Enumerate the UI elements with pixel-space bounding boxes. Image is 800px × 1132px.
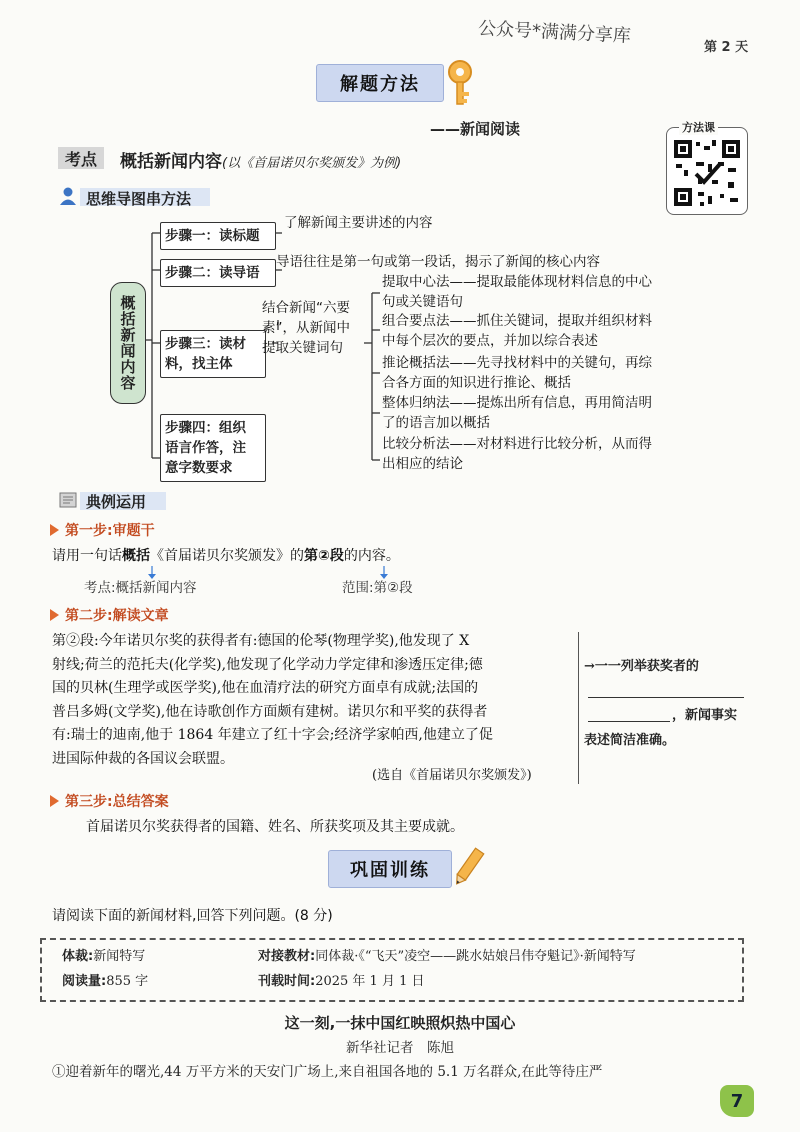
side-note-line3: 表述简洁准确。 — [584, 733, 676, 748]
info-genre — [62, 945, 145, 964]
step1-label: 步骤一：读标题 — [165, 228, 260, 244]
method-induction — [382, 393, 652, 433]
tag-range: 范围:第②段 — [342, 580, 413, 596]
news-byline: 新华社记者 陈旭 — [346, 1040, 454, 1056]
step-3-heading — [50, 791, 169, 811]
method-inference — [382, 353, 652, 393]
kaodian-tag: 考点 — [58, 147, 104, 169]
step3-label-line2: 料，找主体 — [165, 356, 233, 372]
info-read-key: 阅读量: — [62, 974, 107, 989]
method-comparison — [382, 434, 652, 474]
step3-box — [160, 330, 266, 378]
method-5-line2: 出相应的结论 — [382, 456, 463, 472]
watermark-text: 公众号*满满分享库 — [477, 18, 632, 47]
info-date — [258, 970, 425, 989]
info-genre-key: 体裁: — [62, 949, 94, 964]
passage-line: 国的贝林(生理学或医学奖),他在血清疗法的研究方面卓有成就;法国的 — [52, 680, 479, 696]
passage-line: 有:瑞士的迪南,他于 1864 年建立了红十字会;经济学家帕西,他建立了促 — [52, 727, 493, 743]
page-number: 7 — [720, 1085, 754, 1117]
info-link — [258, 945, 636, 964]
step4-line1: 步骤四：组织 — [165, 420, 246, 436]
step4-box — [160, 414, 266, 482]
method-4-line1: 整体归纳法——提炼出所有信息，再用简洁明 — [382, 395, 652, 411]
method-banner-title: 解题方法 — [340, 74, 420, 95]
practice-banner — [328, 850, 452, 888]
step4-line2: 语言作答，注 — [165, 440, 246, 456]
passage-line: 第②段:今年诺贝尔奖的获得者有:德国的伦琴(物理学奖),他发现了 X — [52, 633, 470, 649]
info-link-value: 同体裁·《“飞天”凌空——跳水姑娘吕伟夺魁记》·新闻特写 — [315, 949, 636, 964]
triangle-icon — [50, 609, 59, 621]
info-link-key: 对接教材: — [258, 949, 316, 964]
step-2-heading — [50, 605, 169, 625]
passage-line: 射线;荷兰的范托夫(化学奖),他发现了化学动力学定律和渗透压定律;德 — [52, 656, 483, 673]
step3-label-line1: 步骤三：读材 — [165, 336, 246, 352]
method-3-line2: 合各方面的知识进行推论、概括 — [382, 375, 571, 391]
mindmap-heading: 思维导图串方法 — [86, 190, 192, 208]
question-mid: 《首届诺贝尔奖颁发》的 — [150, 548, 304, 564]
pencil-icon — [452, 846, 486, 890]
method-4-line2: 了的语言加以概括 — [382, 415, 490, 431]
step4-line3: 意字数要求 — [165, 460, 233, 476]
tag-point: 考点:概括新闻内容 — [84, 580, 197, 596]
passage — [52, 630, 572, 771]
step-3-title: 第三步:总结答案 — [65, 794, 169, 810]
day-label: 第 2 天 — [704, 40, 749, 55]
method-1-line2: 句或关键语句 — [382, 294, 463, 310]
qr-label: 方法课 — [679, 119, 718, 135]
step3-mid-line3: 提取关键词句 — [262, 340, 343, 356]
step-2-title: 第二步:解读文章 — [65, 608, 169, 624]
news-first-line: ①迎着新年的曙光,44 万平方米的天安门广场上,来自祖国各地的 5.1 万名群众,在此等待庄严 — [52, 1064, 603, 1080]
book-icon — [58, 490, 78, 510]
example-heading: 典例运用 — [86, 493, 147, 511]
info-genre-value: 新闻特写 — [93, 949, 146, 964]
step-1-heading — [50, 520, 155, 540]
news-title: 这一刻,一抹中国红映照炽热中国心 — [284, 1014, 516, 1032]
blank-line[interactable] — [588, 721, 670, 722]
question-key2: 第②段 — [304, 548, 344, 564]
blank-line[interactable] — [588, 697, 744, 698]
method-combine-points — [382, 311, 652, 351]
passage-line: 普吕多姆(文学奖),他在诗歌创作方面颇有建树。诺贝尔和平奖的获得者 — [52, 703, 488, 720]
question-pre: 请用一句话 — [52, 548, 122, 564]
step2-label: 步骤二：读导语 — [165, 265, 260, 281]
practice-instruction: 请阅读下面的新闻材料,回答下列问题。(8 分) — [52, 908, 333, 924]
step3-mid-line2: 素”，从新闻中 — [262, 320, 350, 336]
info-read-value: 855 字 — [106, 974, 149, 989]
method-1-line1: 提取中心法——提取最能体现材料信息的中心 — [382, 274, 652, 290]
question-key: 概括 — [122, 548, 150, 564]
passage-line: 进国际仲裁的各国议会联盟。 — [52, 750, 234, 767]
step2-box — [160, 259, 276, 287]
note-divider — [578, 632, 579, 784]
step1-box — [160, 222, 276, 250]
practice-banner-title: 巩固训练 — [350, 860, 430, 881]
kaodian-note: (以《首届诺贝尔奖颁发》为例) — [222, 156, 402, 171]
triangle-icon — [50, 795, 59, 807]
step1-desc: 了解新闻主要讲述的内容 — [284, 215, 433, 231]
info-date-value: 2025 年 1 月 1 日 — [315, 974, 425, 989]
passage-source: (选自《首届诺贝尔奖颁发》) — [372, 768, 532, 783]
step3-mid — [262, 298, 350, 358]
method-3-line1: 推论概括法——先寻找材料中的关键句，再综 — [382, 355, 652, 371]
mindmap-root: 概括新闻内容 — [110, 282, 146, 404]
subtitle: ——新闻阅读 — [430, 120, 521, 138]
method-extract-center — [382, 272, 652, 312]
info-date-key: 刊载时间: — [258, 974, 316, 989]
kaodian-title-text: 概括新闻内容 — [120, 152, 222, 172]
method-5-line1: 比较分析法——对材料进行比较分析，从而得 — [382, 436, 652, 452]
info-read — [62, 970, 148, 989]
question-post: 的内容。 — [343, 548, 400, 564]
side-note-line2: ，新闻事实 — [672, 708, 738, 723]
step-1-title: 第一步:审题干 — [65, 523, 155, 539]
triangle-icon — [50, 524, 59, 536]
answer: 首届诺贝尔奖获得者的国籍、姓名、所获奖项及其主要成就。 — [86, 819, 464, 835]
method-2-line1: 组合要点法——抓住关键词，提取并组织材料 — [382, 313, 652, 329]
method-2-line2: 中每个层次的要点，并加以综合表述 — [382, 333, 598, 349]
step3-mid-line1: 结合新闻“六要 — [262, 300, 350, 316]
side-note-line1: →一一列举获奖者的 — [584, 659, 699, 674]
step2-desc: 导语往往是第一句或第一段话，揭示了新闻的核心内容 — [276, 254, 600, 270]
